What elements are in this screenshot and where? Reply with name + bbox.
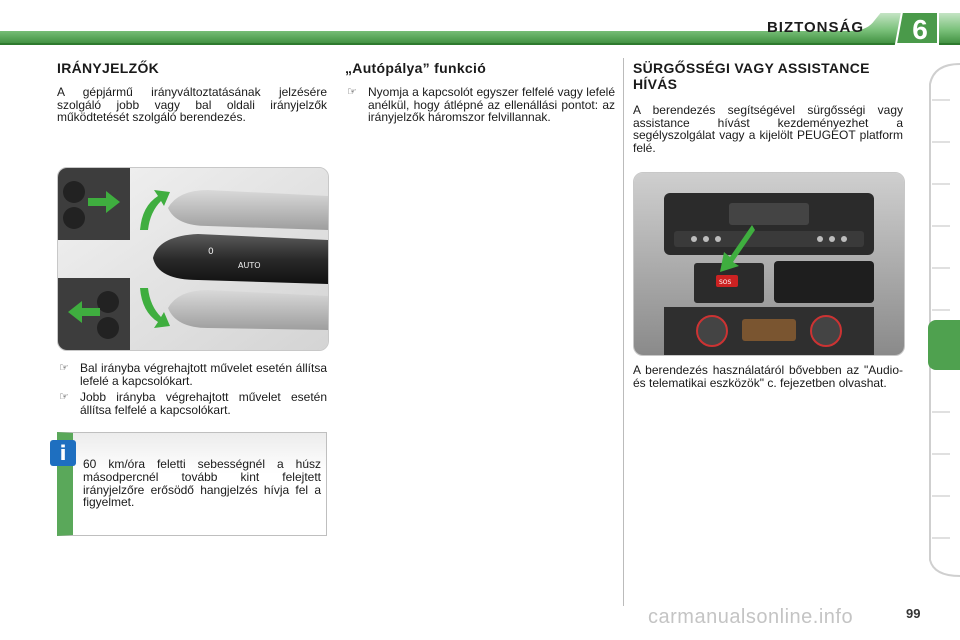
section-heading-turn-signals: IRÁNYJELZŐK [57,60,160,76]
column-motorway-function [345,60,615,128]
sos-button-label: SOS [719,279,732,286]
chapter-title: BIZTONSÁG [766,19,864,36]
chapter-number: 6 [912,14,928,45]
column-emergency-call [633,60,903,154]
info-text: 60 km/óra feletti sebességnél a húsz másodpercnél tovább kint felejtett irányjelzőre erősödő hangjelzés hívja fel a figyelmet. [83,457,321,510]
column-divider [623,58,624,606]
pointing-hand-icon: ☞ [347,86,357,98]
emergency-outro: A berendezés használatáról bővebben az "Audio- és telematikai eszközök" c. fejezetben olvashat. [633,363,903,390]
pointing-hand-icon: ☞ [59,391,69,403]
chapter-tab-active[interactable] [928,320,960,370]
turn-signal-instructions [57,362,327,420]
stalk-label-zero: 0 [208,247,214,257]
turn-signal-stalk-image [57,167,329,351]
bullet-right-turn: ☞ Jobb irányba végrehajtott művelet esetén állítsa felfelé a kapcsolókart. [59,390,327,417]
stalk-label-auto: AUTO [238,261,261,270]
bullet-left-turn: ☞ Bal irányba végrehajtott művelet esetén állítsa lefelé a kapcsolókart. [59,361,327,388]
section-heading-emergency: SÜRGŐSSÉGI VAGY ASSISTANCE HÍVÁS [633,60,870,92]
info-icon: i [50,440,76,466]
pointing-hand-icon: ☞ [59,362,69,374]
turn-signals-intro: A gépjármű irányváltoztatásának jelzésére szolgáló jobb vagy bal oldali irányjelzők működtetését szolgáló berendezés. [57,85,327,124]
section-heading-motorway: „Autópálya” funkció [345,60,487,76]
dashboard-console-image [633,172,905,356]
emergency-intro: A berendezés segítségével sürgősségi vagy assistance hívást kezdeményezhet a segélyszolgálat vagy a kijelölt PEUGEOT platform felé. [633,103,903,155]
page-number: 99 [906,606,921,621]
bullet-motorway: ☞ Nyomja a kapcsolót egyszer felfelé vagy lefelé anélkül, hogy átlépné az ellenállási pontot: az irányjelzők háromszor felvillannak. [347,85,615,124]
column-turn-signals [57,60,327,124]
watermark: carmanualsonline.info [648,606,854,628]
